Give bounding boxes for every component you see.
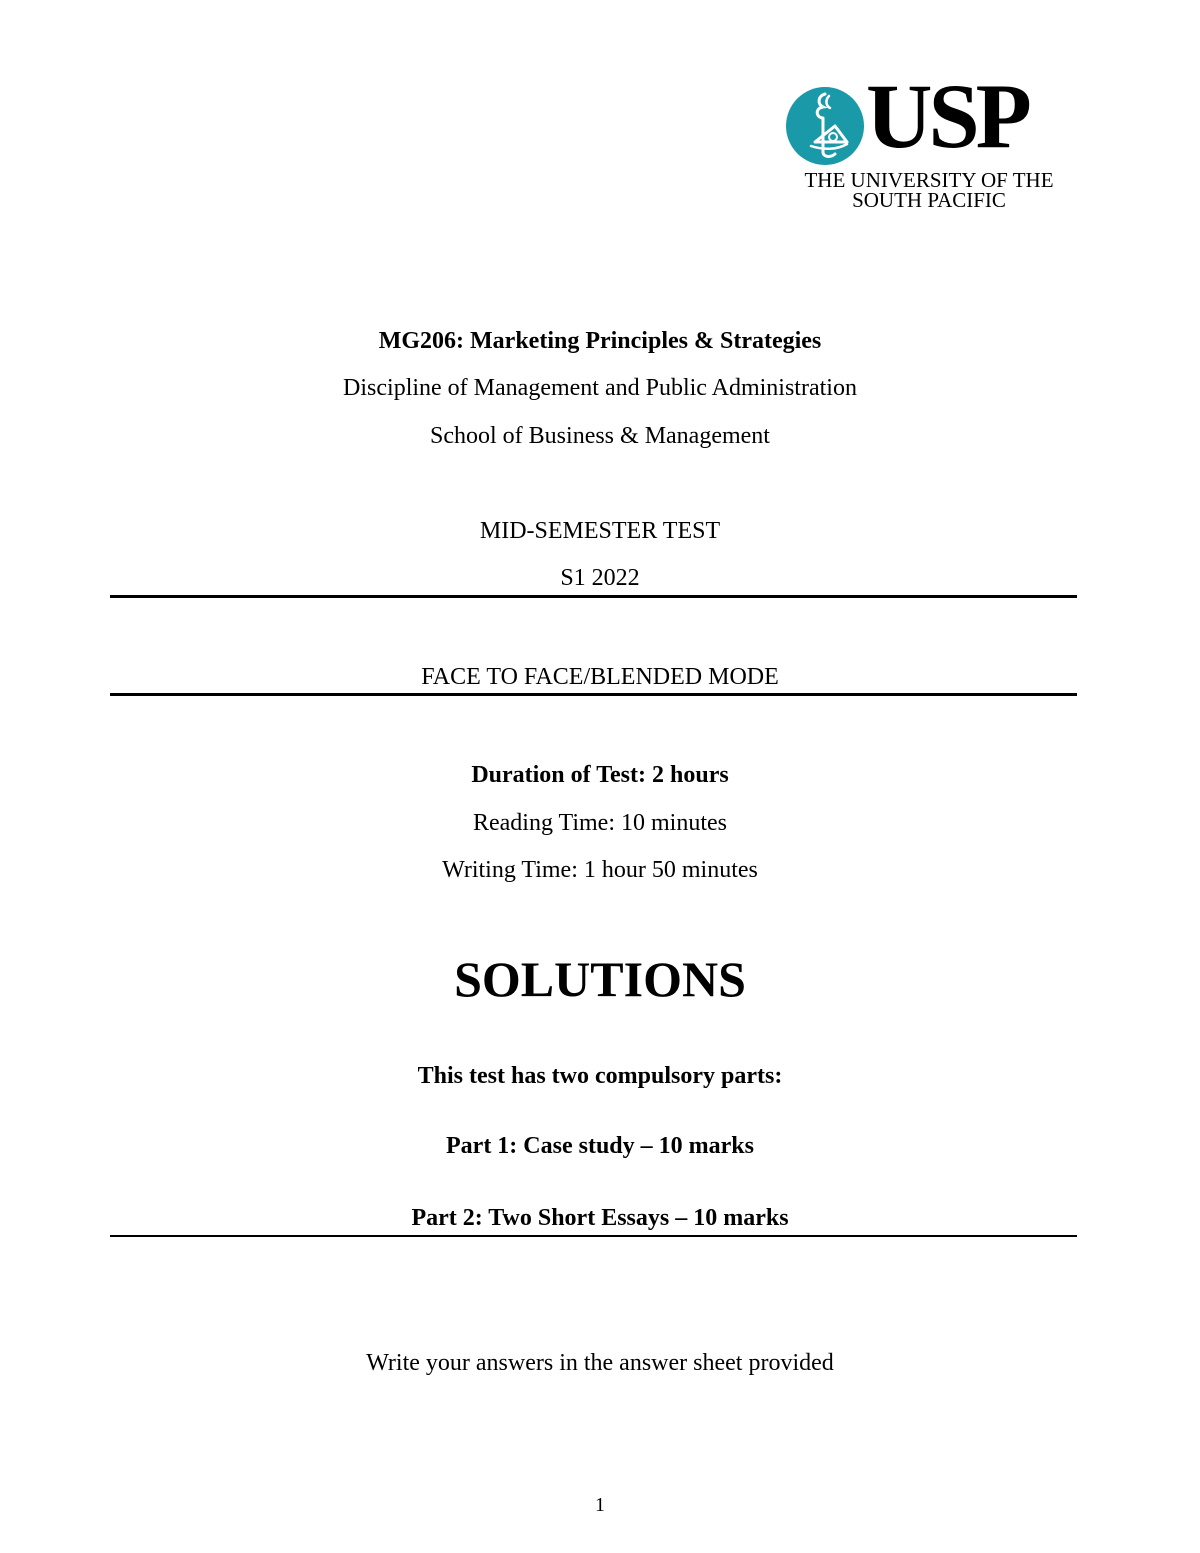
writing-time-line: Writing Time: 1 hour 50 minutes (442, 857, 758, 883)
school-line: School of Business & Management (430, 423, 770, 449)
parts-intro: This test has two compulsory parts: (417, 1063, 783, 1089)
divider-rule (110, 595, 1077, 598)
duration-line: Duration of Test: 2 hours (471, 762, 729, 788)
delivery-mode: FACE TO FACE/BLENDED MODE (421, 664, 779, 690)
semester-line: S1 2022 (560, 565, 640, 591)
discipline-line: Discipline of Management and Public Administration (343, 375, 857, 401)
usp-subtitle-line1: THE UNIVERSITY OF THE (804, 168, 1054, 192)
solutions-title: SOLUTIONS (454, 951, 746, 1007)
divider-rule (110, 1235, 1077, 1237)
usp-emblem-icon (785, 86, 865, 166)
test-type: MID-SEMESTER TEST (479, 518, 721, 544)
part1-line: Part 1: Case study – 10 marks (446, 1133, 754, 1159)
usp-subtitle-line2: SOUTH PACIFIC (852, 188, 1006, 212)
usp-logo (780, 65, 1065, 216)
divider-rule (110, 693, 1077, 696)
course-title: MG206: Marketing Principles & Strategies (378, 328, 822, 354)
usp-wordmark: USP (866, 65, 1028, 167)
answer-instruction: Write your answers in the answer sheet provided (366, 1350, 834, 1376)
usp-subtitle (790, 170, 1068, 210)
reading-time-line: Reading Time: 10 minutes (472, 810, 727, 836)
page-number: 1 (595, 1494, 605, 1516)
part2-line: Part 2: Two Short Essays – 10 marks (411, 1205, 789, 1231)
